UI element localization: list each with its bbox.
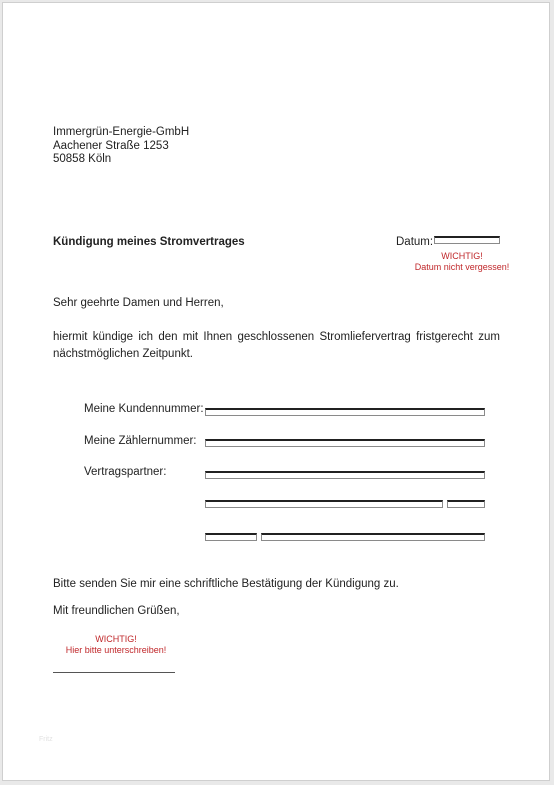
footer-watermark: Fritz	[39, 736, 53, 743]
recipient-city: 50858 Köln	[53, 153, 112, 165]
confirmation-request: Bitte senden Sie mir eine schriftliche Bestätigung der Kündigung zu.	[53, 578, 399, 590]
contract-partner-street-field[interactable]	[205, 500, 443, 508]
date-warning-text: Datum nicht vergessen!	[414, 262, 510, 272]
contract-partner-postcode-field[interactable]	[205, 533, 257, 541]
salutation: Sehr geehrte Damen und Herren,	[53, 297, 224, 309]
contract-partner-name-field[interactable]	[205, 471, 485, 479]
contract-partner-house-number-field[interactable]	[447, 500, 485, 508]
recipient-street: Aachener Straße 1253	[53, 140, 169, 152]
meter-number-label: Meine Zählernummer:	[84, 435, 197, 447]
signature-warning-title: WICHTIG!	[95, 634, 137, 644]
body-line-1: hiermit kündige ich den mit Ihnen geschlossenen Stromliefervertrag fristgerecht zum	[53, 331, 500, 343]
body-line-2: nächstmöglichen Zeitpunkt.	[53, 348, 193, 360]
date-label: Datum:	[396, 236, 434, 248]
letter-page	[2, 2, 550, 781]
recipient-company: Immergrün-Energie-GmbH	[53, 126, 190, 138]
customer-number-field[interactable]	[205, 408, 485, 416]
signature-warning-text: Hier bitte unterschreiben!	[65, 645, 167, 655]
customer-number-label: Meine Kundennummer:	[84, 403, 204, 415]
date-field[interactable]	[434, 236, 500, 244]
contract-partner-label: Vertragspartner:	[84, 466, 167, 478]
closing-greeting: Mit freundlichen Grüßen,	[53, 605, 180, 617]
meter-number-field[interactable]	[205, 439, 485, 447]
contract-partner-city-field[interactable]	[261, 533, 485, 541]
date-warning-title: WICHTIG!	[441, 251, 483, 261]
signature-line[interactable]	[53, 672, 175, 673]
subject-line: Kündigung meines Stromvertrages	[53, 236, 245, 248]
